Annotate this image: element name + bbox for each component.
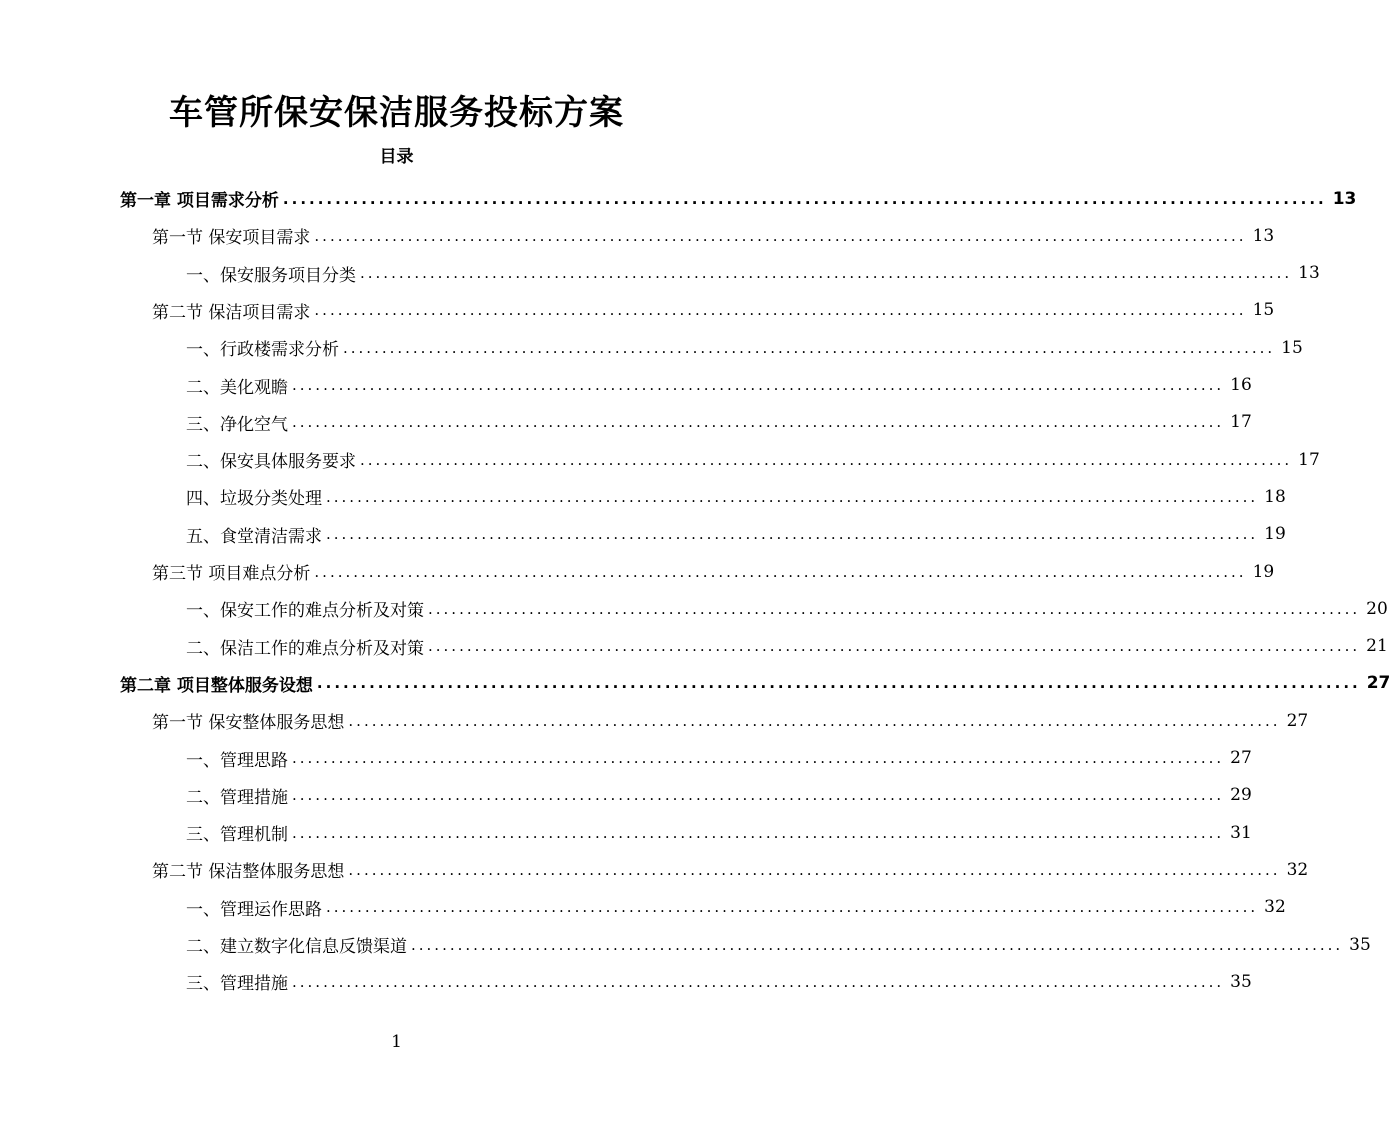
toc-entry-label: 第二章 项目整体服务设想: [120, 675, 313, 696]
toc-entry-page: 29: [1230, 785, 1252, 806]
toc-entry[interactable]: [186, 516, 1286, 553]
toc-entry-page: 31: [1230, 822, 1252, 843]
toc-entry[interactable]: [186, 777, 1252, 814]
toc-entry[interactable]: [152, 851, 1309, 888]
toc-entry[interactable]: [152, 702, 1309, 739]
toc-entry[interactable]: [186, 926, 1371, 963]
toc-entry-label: 第二节 保洁项目需求: [152, 302, 311, 323]
dot-leader: ........................................................................................................................: [428, 637, 1361, 656]
toc-entry-page: 13: [1252, 225, 1275, 246]
toc-entry-page: 35: [1230, 971, 1252, 992]
toc-entry[interactable]: [186, 367, 1252, 404]
toc-entry[interactable]: [186, 590, 1388, 627]
toc-entry-label: 第一节 保安整体服务思想: [152, 713, 345, 734]
toc-entry-label: 一、行政楼需求分析: [186, 340, 339, 361]
toc-entry[interactable]: [186, 329, 1303, 366]
toc-entry[interactable]: [152, 292, 1275, 329]
dot-leader: ........................................................................................................................: [314, 562, 1247, 581]
toc-entry-label: 一、管理思路: [186, 750, 288, 771]
toc-entry-label: 一、管理运作思路: [186, 899, 322, 920]
dot-leader: ........................................................................................................................: [292, 823, 1225, 842]
dot-leader: ........................................................................................................................: [343, 338, 1276, 357]
toc-entry-label: 第二节 保洁整体服务思想: [152, 862, 345, 883]
toc-entry[interactable]: [120, 180, 1357, 217]
toc-entry-page: 13: [1332, 188, 1357, 209]
dot-leader: ........................................................................................................................: [292, 749, 1225, 767]
dot-leader: ........................................................................................................................: [348, 860, 1281, 879]
toc-entry-label: 第一节 保安项目需求: [152, 228, 311, 249]
toc-entry-label: 第一章 项目需求分析: [120, 191, 279, 211]
toc-entry-label: 第三节 项目难点分析: [152, 564, 311, 584]
toc-entry-page: 13: [1298, 263, 1320, 284]
dot-leader: ........................................................................................................................: [326, 487, 1259, 506]
toc-entry-label: 二、保安具体服务要求: [186, 452, 356, 473]
toc-entry-label: 五、食堂清洁需求: [186, 526, 322, 547]
toc-entry-label: 二、美化观瞻: [186, 377, 288, 398]
toc-entry-page: 27: [1286, 710, 1309, 731]
toc-entry[interactable]: [186, 889, 1286, 926]
toc-entry[interactable]: [152, 217, 1275, 254]
toc-entry-page: 17: [1230, 412, 1252, 433]
toc-entry-page: 19: [1252, 561, 1275, 582]
toc-entry-page: 16: [1230, 375, 1252, 395]
toc-entry-label: 三、管理机制: [186, 825, 288, 846]
dot-leader: ........................................................................................................................: [314, 301, 1247, 320]
toc-entry-label: 二、建立数字化信息反馈渠道: [186, 937, 407, 957]
toc-entry-page: 18: [1264, 486, 1286, 507]
toc-entry[interactable]: [186, 478, 1286, 515]
dot-leader: ........................................................................................................................: [316, 674, 1361, 693]
toc-entry-page: 32: [1264, 897, 1286, 918]
toc-entry[interactable]: [186, 814, 1252, 851]
dot-leader: ........................................................................................................................: [360, 264, 1293, 283]
toc-entry-page: 19: [1264, 524, 1286, 545]
dot-leader: ........................................................................................................................: [348, 711, 1281, 730]
toc-entry-page: 20: [1366, 598, 1388, 619]
toc-entry-page: 17: [1298, 449, 1320, 470]
toc-entry-label: 一、保安服务项目分类: [186, 265, 356, 286]
toc-entry-label: 四、垃圾分类处理: [186, 489, 322, 510]
toc-entry-page: 15: [1252, 300, 1275, 321]
toc-entry[interactable]: [152, 553, 1275, 590]
dot-leader: ........................................................................................................................: [292, 786, 1225, 805]
dot-leader: ........................................................................................................................: [326, 898, 1259, 917]
dot-leader: ........................................................................................................................: [428, 599, 1361, 618]
toc-entry[interactable]: [186, 740, 1252, 777]
dot-leader: ........................................................................................................................: [292, 376, 1225, 394]
page-number: 1: [391, 1032, 402, 1052]
toc-entry-label: 一、保安工作的难点分析及对策: [186, 601, 424, 622]
toc-entry[interactable]: [186, 628, 1388, 665]
dot-leader: ........................................................................................................................: [292, 972, 1225, 991]
dot-leader: ........................................................................................................................: [314, 226, 1247, 245]
toc-entry-label: 二、保洁工作的难点分析及对策: [186, 638, 424, 659]
toc-heading: 目录: [379, 147, 414, 167]
toc-entry-page: 27: [1230, 748, 1252, 768]
dot-leader: ........................................................................................................................: [411, 935, 1344, 954]
dot-leader: ........................................................................................................................: [282, 189, 1327, 208]
toc-entry[interactable]: [186, 404, 1252, 441]
toc-entry[interactable]: [186, 963, 1252, 1000]
toc-entry-page: 21: [1366, 636, 1388, 657]
dot-leader: ........................................................................................................................: [326, 525, 1259, 544]
toc-entry-page: 35: [1349, 934, 1371, 955]
toc-entry-page: 15: [1281, 337, 1303, 358]
dot-leader: ........................................................................................................................: [360, 450, 1293, 469]
toc-entry-page: 32: [1286, 859, 1309, 880]
toc-entry[interactable]: [120, 665, 1390, 702]
toc-entry[interactable]: [186, 441, 1320, 478]
toc-entry-label: 二、管理措施: [186, 787, 288, 808]
document-title: 车管所保安保洁服务投标方案: [169, 93, 624, 133]
dot-leader: ........................................................................................................................: [292, 413, 1225, 432]
toc-entry-label: 三、净化空气: [186, 414, 288, 435]
toc-entry[interactable]: [186, 255, 1320, 292]
toc-entry-page: 27: [1366, 673, 1390, 694]
toc-entry-label: 三、管理措施: [186, 974, 288, 995]
